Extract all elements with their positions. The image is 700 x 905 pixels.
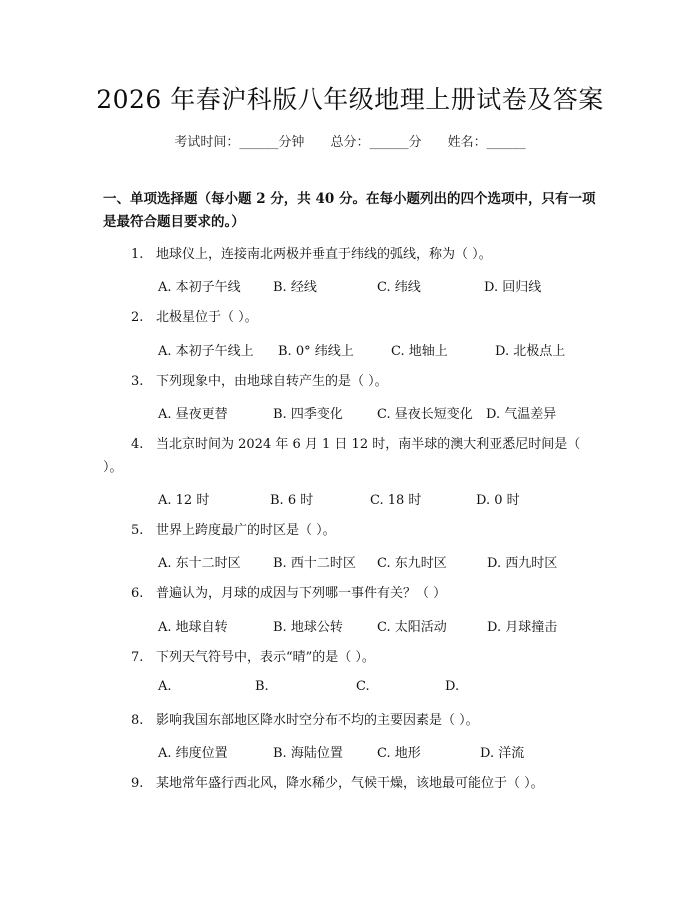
question-7 (103, 646, 593, 669)
option-d: D. 西九时区 (487, 556, 558, 571)
option-b: B. 经线 (273, 280, 317, 295)
option-c: C. 昼夜长短变化 (377, 407, 473, 422)
option-b: B. (255, 679, 269, 694)
option-a: A. 本初子午线上 (158, 344, 254, 359)
question-5 (103, 519, 593, 542)
question-1 (103, 243, 593, 266)
option-a: A. 纬度位置 (158, 746, 228, 761)
option-d: D. 北极点上 (495, 344, 566, 359)
question-text: 下列现象中，由地球自转产生的是（ ）。 (156, 374, 388, 389)
option-b: B. 地球公转 (273, 620, 343, 635)
question-text: 影响我国东部地区降水时空分布不均的主要因素是（ ）。 (156, 713, 479, 728)
question-text: 地球仪上，连接南北两极并垂直于纬线的弧线，称为（ ）。 (156, 247, 492, 262)
exam-time-field: 考试时间：______分钟 (174, 135, 305, 150)
option-a: A. 昼夜更替 (158, 407, 228, 422)
question-1-options (158, 276, 598, 296)
option-a: A. 地球自转 (158, 620, 228, 635)
option-c: C. 18 时 (370, 493, 422, 508)
exam-title: 2026 年春沪科版八年级地理上册试卷及答案 (96, 85, 604, 114)
exam-info-line (0, 131, 700, 150)
question-4 (103, 433, 593, 479)
question-number: 9. (131, 776, 144, 791)
question-number: 8. (131, 713, 144, 728)
question-3 (103, 370, 593, 393)
option-c: C. 地形 (377, 746, 421, 761)
question-number: 3. (131, 374, 144, 389)
question-9 (103, 772, 593, 795)
option-b: B. 西十二时区 (273, 556, 356, 571)
option-b: B. 0° 纬线上 (278, 344, 354, 359)
option-c: C. 地轴上 (391, 344, 448, 359)
question-6 (103, 582, 593, 605)
option-d: D. 洋流 (480, 746, 525, 761)
option-b: B. 海陆位置 (273, 746, 343, 761)
question-6-options (158, 616, 598, 636)
question-number: 1. (131, 247, 144, 262)
total-score-field: 总分：______分 (330, 135, 422, 150)
option-c: C. (356, 679, 370, 694)
question-8-options (158, 742, 598, 762)
option-a: A. (158, 679, 172, 694)
question-2-options (158, 340, 598, 360)
option-d: D. 气温差异 (486, 407, 557, 422)
option-c: C. 东九时区 (377, 556, 447, 571)
question-5-options (158, 552, 598, 572)
question-number: 5. (131, 523, 144, 538)
option-d: D. 0 时 (476, 493, 520, 508)
option-b: B. 四季变化 (273, 407, 343, 422)
question-2 (103, 306, 593, 329)
question-text: 某地常年盛行西北风，降水稀少，气候干燥，该地最可能位于（ ）。 (156, 776, 544, 791)
question-8 (103, 709, 593, 732)
option-a: A. 本初子午线 (158, 280, 241, 295)
question-4-options (158, 489, 598, 509)
question-number: 4. (131, 437, 144, 452)
option-a: A. 东十二时区 (158, 556, 241, 571)
option-a: A. 12 时 (158, 493, 210, 508)
question-text: 北极星位于（ ）。 (156, 310, 258, 325)
option-c: C. 纬线 (377, 280, 421, 295)
question-text: 下列天气符号中，表示“晴”的是（ ）。 (156, 650, 375, 665)
question-text: 世界上跨度最广的时区是（ ）。 (156, 523, 336, 538)
question-text: 当北京时间为 2024 年 6 月 1 日 12 时，南半球的澳大利亚悉尼时间是（ ）。 (103, 437, 581, 475)
option-c: C. 太阳活动 (377, 620, 447, 635)
student-name-field: 姓名：______ (447, 135, 526, 150)
question-number: 7. (131, 650, 144, 665)
question-7-options (158, 679, 598, 699)
question-3-options (158, 403, 598, 423)
section-heading: 一、单项选择题（每小题 2 分，共 40 分。在每小题列出的四个选项中，只有一项是最符合题目要求的。） (103, 191, 596, 230)
question-number: 6. (131, 586, 144, 601)
question-text: 普遍认为，月球的成因与下列哪一事件有关？（ ） (156, 586, 447, 601)
option-d: D. 回归线 (484, 280, 542, 295)
question-number: 2. (131, 310, 144, 325)
option-b: B. 6 时 (270, 493, 314, 508)
option-d: D. 月球撞击 (487, 620, 558, 635)
option-d: D. (445, 679, 460, 694)
